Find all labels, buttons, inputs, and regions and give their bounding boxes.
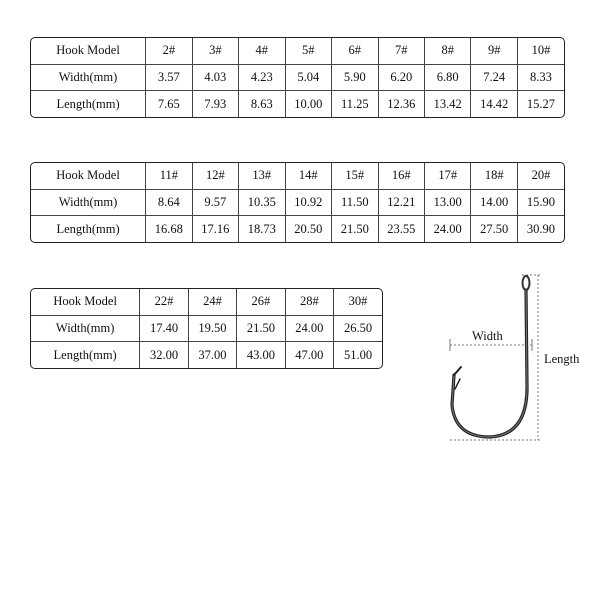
width-label: Width — [472, 329, 503, 343]
length-row — [31, 216, 564, 242]
width-row — [31, 189, 564, 216]
length-cell: 51.00 — [343, 347, 373, 362]
length-cell: 23.55 — [378, 216, 424, 242]
length-cell: 7.65 — [146, 91, 192, 117]
row-label: Width(mm) — [31, 64, 146, 91]
length-cell: 47.00 — [285, 342, 333, 368]
row-label: Width(mm) — [31, 189, 146, 216]
model-cell: 13# — [239, 163, 285, 189]
length-cell: 10.00 — [285, 91, 331, 117]
width-cell: 21.50 — [237, 315, 285, 342]
model-cell: 10# — [517, 38, 564, 64]
length-cell: 37.00 — [188, 342, 236, 368]
length-cell: 20.50 — [285, 216, 331, 242]
length-cell: 30.90 — [526, 221, 556, 236]
hook-dimension-diagram — [430, 265, 600, 455]
width-cell: 17.40 — [140, 315, 188, 342]
model-cell: 2# — [146, 38, 192, 64]
model-cell: 28# — [285, 289, 333, 315]
model-cell: 22# — [140, 289, 188, 315]
width-cell: 26.50 — [334, 315, 382, 342]
length-cell: 43.00 — [237, 342, 285, 368]
model-cell: 14# — [285, 163, 331, 189]
length-cell: 16.68 — [146, 216, 192, 242]
width-cell: 3.57 — [146, 64, 192, 91]
model-cell: 8# — [425, 38, 471, 64]
length-cell: 12.36 — [378, 91, 424, 117]
length-cell: 24.00 — [425, 216, 471, 242]
width-cell: 6.80 — [425, 64, 471, 91]
width-cell: 10.35 — [239, 189, 285, 216]
length-cell: 8.63 — [239, 91, 285, 117]
width-cell: 4.03 — [192, 64, 238, 91]
width-cell: 8.33 — [517, 64, 564, 91]
model-cell: 30# — [334, 289, 382, 315]
model-cell: 12# — [192, 163, 238, 189]
hook-size-table-2 — [30, 162, 565, 243]
row-label: Length(mm) — [31, 342, 140, 368]
row-label: Length(mm) — [31, 91, 146, 117]
width-cell: 5.90 — [332, 64, 378, 91]
width-cell: 24.00 — [285, 315, 333, 342]
length-cell: 13.42 — [425, 91, 471, 117]
model-cell: 17# — [425, 163, 471, 189]
width-cell: 7.24 — [471, 64, 517, 91]
width-cell: 13.00 — [425, 189, 471, 216]
width-cell: 12.21 — [378, 189, 424, 216]
width-cell: 4.23 — [239, 64, 285, 91]
row-label: Hook Model — [31, 163, 146, 189]
length-cell: 17.16 — [192, 216, 238, 242]
row-label: Hook Model — [31, 38, 146, 64]
model-cell: 20# — [517, 163, 564, 189]
length-row — [31, 91, 564, 117]
model-cell: 16# — [378, 163, 424, 189]
length-cell: 18.73 — [239, 216, 285, 242]
length-label: Length — [544, 352, 580, 366]
length-cell: 14.42 — [471, 91, 517, 117]
model-cell: 4# — [239, 38, 285, 64]
length-cell: 7.93 — [192, 91, 238, 117]
model-row — [31, 163, 564, 189]
width-cell: 15.90 — [517, 189, 564, 216]
width-cell: 9.57 — [192, 189, 238, 216]
model-cell: 24# — [188, 289, 236, 315]
model-cell: 11# — [146, 163, 192, 189]
length-row — [31, 342, 382, 368]
width-row — [31, 64, 564, 91]
model-row — [31, 38, 564, 64]
row-label: Length(mm) — [31, 216, 146, 242]
width-cell: 6.20 — [378, 64, 424, 91]
model-cell: 15# — [332, 163, 378, 189]
model-cell: 18# — [471, 163, 517, 189]
model-cell: 9# — [471, 38, 517, 64]
width-cell: 8.64 — [146, 189, 192, 216]
length-cell: 27.50 — [471, 216, 517, 242]
model-cell: 5# — [285, 38, 331, 64]
model-cell: 7# — [378, 38, 424, 64]
length-cell: 15.27 — [526, 96, 556, 111]
width-cell: 10.92 — [285, 189, 331, 216]
model-cell: 6# — [332, 38, 378, 64]
model-row — [31, 289, 382, 315]
length-cell: 32.00 — [140, 342, 188, 368]
hook-size-table-1 — [30, 37, 565, 118]
row-label: Hook Model — [31, 289, 140, 315]
width-row — [31, 315, 382, 342]
width-cell: 11.50 — [332, 189, 378, 216]
width-cell: 14.00 — [471, 189, 517, 216]
length-cell: 21.50 — [332, 216, 378, 242]
width-cell: 19.50 — [188, 315, 236, 342]
model-cell: 26# — [237, 289, 285, 315]
model-cell: 3# — [192, 38, 238, 64]
hook-size-table-3 — [30, 288, 383, 369]
row-label: Width(mm) — [31, 315, 140, 342]
length-cell: 11.25 — [332, 91, 378, 117]
width-cell: 5.04 — [285, 64, 331, 91]
